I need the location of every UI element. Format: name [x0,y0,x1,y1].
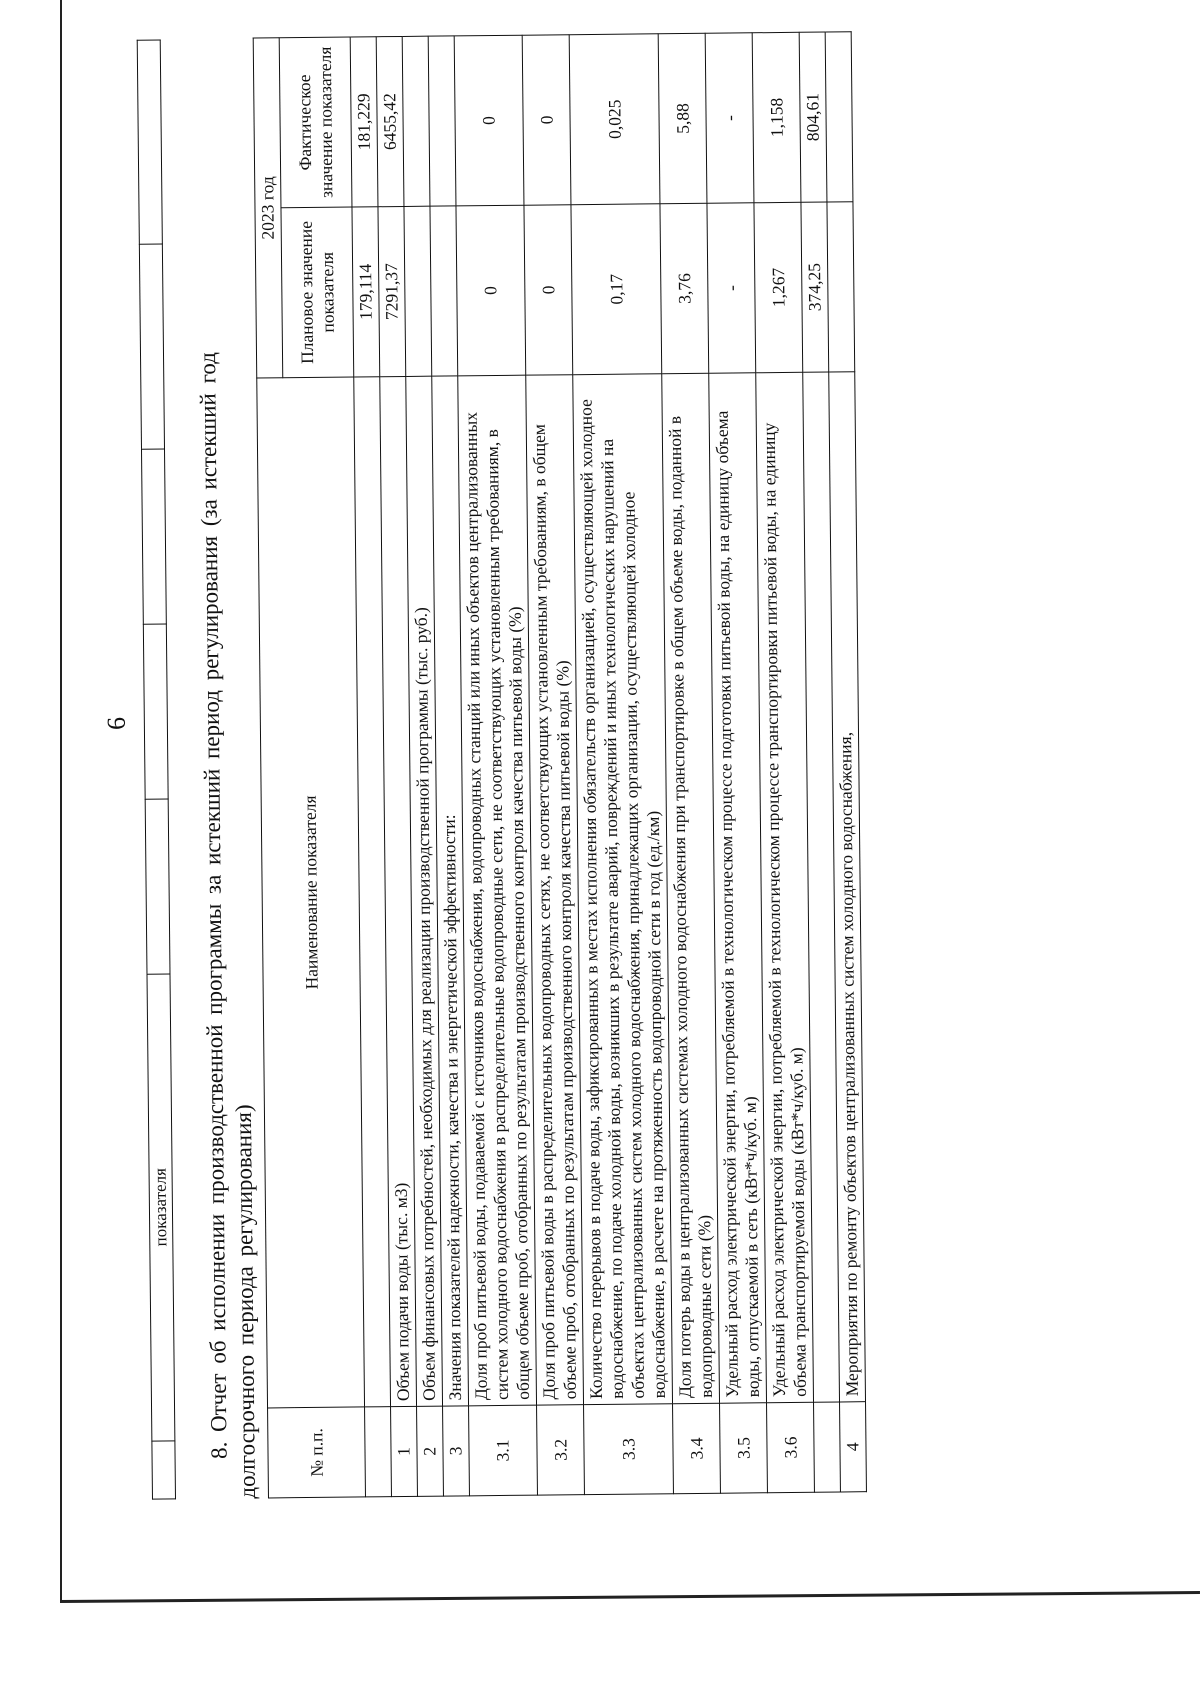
header-name: Наименование показателя [257,377,365,1408]
section-title-line1: 8. Отчет об исполнении производственной программы за истекший период регулирования (за истекший год [194,351,232,1460]
program-report-table [253,31,867,1498]
header-plan: Плановое значение показателя [281,207,354,378]
page-edge-bottom [60,1591,1200,1603]
table-row: 3.4 Доля потерь воды в централизованных системах холодного водоснабжения при транспортировке в общем объеме воды, поданной в водопроводные сети (%) 3,76 5,88 [658,33,720,1493]
table-row: 3.2 Доля проб питьевой воды в распределительных водопроводных сетях, не соответствующих установленным требованиям, в общем объеме проб, отобранных по результатам производственного контроля качества питьевой воды (%) 0 0 [522,35,584,1495]
section-title-line2: долгосрочного периода регулирования) [230,1104,260,1499]
table-row: 374,25 804,61 [799,32,840,1492]
table-row: 3.6 Удельный расход электрической энергии, потребляемой в технологическом процессе транспортировки питьевой воды, на единицу объема транспортируемой воды (кВт*ч/куб. м) 1,267 1,158 [752,32,814,1492]
table-row: 2 Объем финансовых потребностей, необходимых для реализации производственной программы (тыс. руб.) [402,36,443,1496]
table-row: 4 Мероприятия по ремонту объектов централизованных систем холодного водоснабжения, [825,32,866,1492]
table-row: 3 Значения показателей надежности, качества и энергетической эффективности: [428,36,469,1496]
page-number: 6 [101,716,131,731]
header-num: № п.п. [268,1407,366,1498]
section-title [191,59,262,1499]
header-year: 2023 год [253,38,283,378]
table-row: 179,114 181,229 [350,37,391,1497]
header-fact: Фактическое значение показателя [279,37,352,208]
table-row: 3.5 Удельный расход электрической энергии, потребляемой в технологическом процессе подготовки питьевой воды, на единицу объема воды, отпускаемой в сеть (кВт*ч/куб. м) - - [705,33,767,1493]
table-row: 1 Объем подачи воды (тыс. м3) 7291,37 6455,42 [376,36,417,1496]
rotated-document-page [101,0,1160,1500]
page-edge-left [60,0,62,1600]
previous-table-strip [137,39,176,1499]
prev-table-header-cell: показателя [147,974,175,1441]
table-row: 3.3 Количество перерывов в подаче воды, зафиксированных в местах исполнения обязательств организацией, осуществляющей холодное водоснабжение, по подаче холодной воды, возникших в результате аварий, повреждений и иных технологических нарушений на объектах централизованных систем холодного водоснабжения, принадлежащих организации, осуществляющей холодное водоснабжение, в расчете на протяженность водопроводной сети в год (ед./км) 0,17 0,025 [569,34,673,1495]
table-row: 3.1 Доля проб питьевой воды, подаваемой с источников водоснабжения, водопроводных станций или иных объектов централизованных систем холодного водоснабжения в распределительные водопроводные сети, не соответствующих установленным требованиям, в общем объеме проб, отобранных по результатам производственного контроля качества питьевой воды (%) 0 0 [454,35,537,1496]
